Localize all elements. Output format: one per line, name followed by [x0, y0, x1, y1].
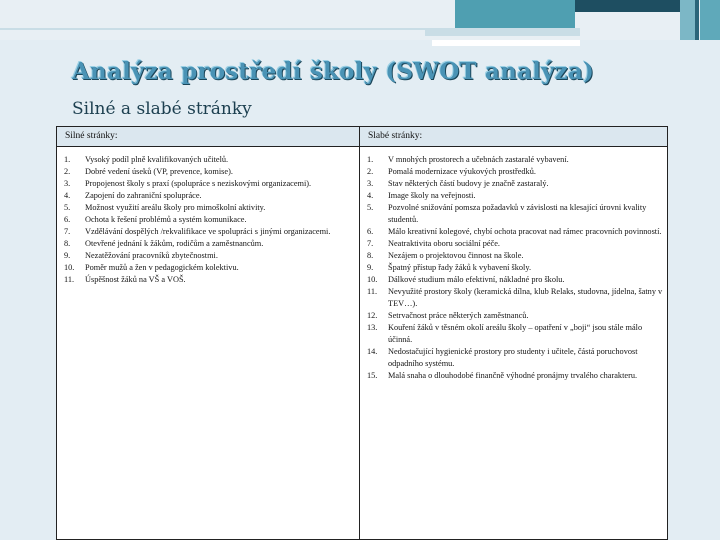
- strength-item: [57, 154, 355, 166]
- slide-title: Analýza prostředí školy (SWOT analýza): [72, 58, 595, 85]
- strength-item: [57, 250, 355, 262]
- header-decoration: [0, 28, 425, 30]
- item-number: 7.: [367, 239, 374, 248]
- item-text: Zapojení do zahraniční spolupráce.: [85, 191, 202, 200]
- item-number: 9.: [367, 263, 374, 272]
- item-text: Ochota k řešení problémů a systém komunikace.: [85, 215, 247, 224]
- swot-table: [56, 126, 668, 540]
- header-decoration: [700, 0, 720, 40]
- item-number: 6.: [367, 227, 374, 236]
- item-number: 10.: [367, 275, 378, 284]
- header-decoration: [432, 40, 580, 46]
- strength-item: [57, 238, 355, 250]
- item-text: Špatný přístup řady žáků k vybavení školy.: [388, 263, 532, 272]
- item-text: V mnohých prostorech a učebnách zastaralé vybavení.: [388, 155, 569, 164]
- item-number: 6.: [64, 215, 71, 224]
- weakness-item: [360, 190, 663, 202]
- item-text: Nedostačující hygienické prostory pro studenty i učitele, částá poruchovost odpadního systému.: [388, 347, 638, 368]
- item-number: 5.: [64, 203, 71, 212]
- item-number: 8.: [64, 239, 71, 248]
- item-text: Propojenost školy s praxí (spolupráce s neziskovými organizacemi).: [85, 179, 312, 188]
- weakness-item: [360, 310, 663, 322]
- item-text: Málo kreativní kolegové, chybí ochota pracovat nad rámec pracovních povinností.: [388, 227, 662, 236]
- item-number: 7.: [64, 227, 71, 236]
- item-text: Otevřené jednání k žákům, rodičům a zaměstnancům.: [85, 239, 264, 248]
- item-text: Vysoký podíl plně kvalifikovaných učitelů.: [85, 155, 229, 164]
- item-text: Neatraktivita oboru sociální péče.: [388, 239, 500, 248]
- item-text: Vzdělávání dospělých /rekvalifikace ve spolupráci s jinými organizacemi.: [85, 227, 331, 236]
- strength-item: [57, 262, 355, 274]
- header-decoration: [455, 0, 575, 28]
- header-decoration: [680, 0, 695, 40]
- item-number: 4.: [64, 191, 71, 200]
- item-text: Nezájem o projektovou činnost na škole.: [388, 251, 524, 260]
- item-text: Dobré vedení úseků (VP, prevence, komise).: [85, 167, 233, 176]
- weakness-item: [360, 286, 663, 310]
- strength-item: [57, 178, 355, 190]
- weakness-item: [360, 166, 663, 178]
- header-decoration: [425, 28, 580, 36]
- weakness-item: [360, 154, 663, 166]
- item-number: 11.: [367, 287, 378, 296]
- item-number: 4.: [367, 191, 374, 200]
- item-text: Kouření žáků v těsném okolí areálu školy – opatření v „boji“ jsou stále málo účinná.: [388, 323, 643, 344]
- strength-item: [57, 202, 355, 214]
- item-number: 3.: [367, 179, 374, 188]
- strength-item: [57, 214, 355, 226]
- weakness-item: [360, 262, 663, 274]
- strength-item: [57, 166, 355, 178]
- strength-item: [57, 190, 355, 202]
- item-number: 10.: [64, 263, 75, 272]
- header-decoration: [575, 0, 680, 12]
- weaknesses-list: [360, 147, 667, 382]
- item-number: 12.: [367, 311, 378, 320]
- weakness-item: [360, 238, 663, 250]
- weakness-item: [360, 226, 663, 238]
- item-number: 1.: [367, 155, 374, 164]
- weaknesses-column: [360, 127, 667, 539]
- item-number: 2.: [367, 167, 374, 176]
- strengths-list: [57, 147, 359, 286]
- item-number: 1.: [64, 155, 71, 164]
- strengths-heading: Silné stránky:: [57, 127, 359, 147]
- item-number: 15.: [367, 371, 378, 380]
- weakness-item: [360, 274, 663, 286]
- strengths-column: [57, 127, 360, 539]
- slide-subtitle: Silné a slabé stránky: [72, 99, 252, 119]
- strength-item: [57, 274, 355, 286]
- item-number: 13.: [367, 323, 378, 332]
- weakness-item: [360, 250, 663, 262]
- item-text: Stav některých částí budovy je značně zastaralý.: [388, 179, 549, 188]
- item-text: Nevyužité prostory školy (keramická dílna, klub Relaks, studovna, jídelna, šatny v TEV…).: [388, 287, 663, 308]
- item-text: Pozvolné snižování pomsza požadavků v závislosti na klesající úrovni kvality studentů.: [388, 203, 647, 224]
- item-number: 2.: [64, 167, 71, 176]
- header-decoration: [695, 0, 699, 40]
- weakness-item: [360, 322, 663, 346]
- item-number: 8.: [367, 251, 374, 260]
- item-number: 9.: [64, 251, 71, 260]
- weakness-item: [360, 202, 663, 226]
- item-text: Image školy na veřejnosti.: [388, 191, 476, 200]
- item-number: 14.: [367, 347, 378, 356]
- weakness-item: [360, 346, 663, 370]
- item-text: Poměr mužů a žen v pedagogickém kolektivu.: [85, 263, 239, 272]
- item-text: Nezatěžování pracovníků zbytečnostmi.: [85, 251, 218, 260]
- strength-item: [57, 226, 355, 238]
- item-text: Malá snaha o dlouhodobé finančně výhodné pronájmy trvalého charakteru.: [388, 371, 638, 380]
- weakness-item: [360, 178, 663, 190]
- item-text: Úspěšnost žáků na VŠ a VOŠ.: [85, 275, 186, 284]
- item-number: 5.: [367, 203, 374, 212]
- item-text: Setrvačnost práce některých zaměstnanců.: [388, 311, 529, 320]
- weakness-item: [360, 370, 663, 382]
- item-text: Možnost využití areálu školy pro mimoškolní aktivity.: [85, 203, 266, 212]
- item-text: Dálkové studium málo efektivní, nákladné pro školu.: [388, 275, 565, 284]
- item-text: Pomalá modernizace výukových prostředků.: [388, 167, 536, 176]
- item-number: 3.: [64, 179, 71, 188]
- weaknesses-heading: Slabé stránky:: [360, 127, 667, 147]
- item-number: 11.: [64, 275, 75, 284]
